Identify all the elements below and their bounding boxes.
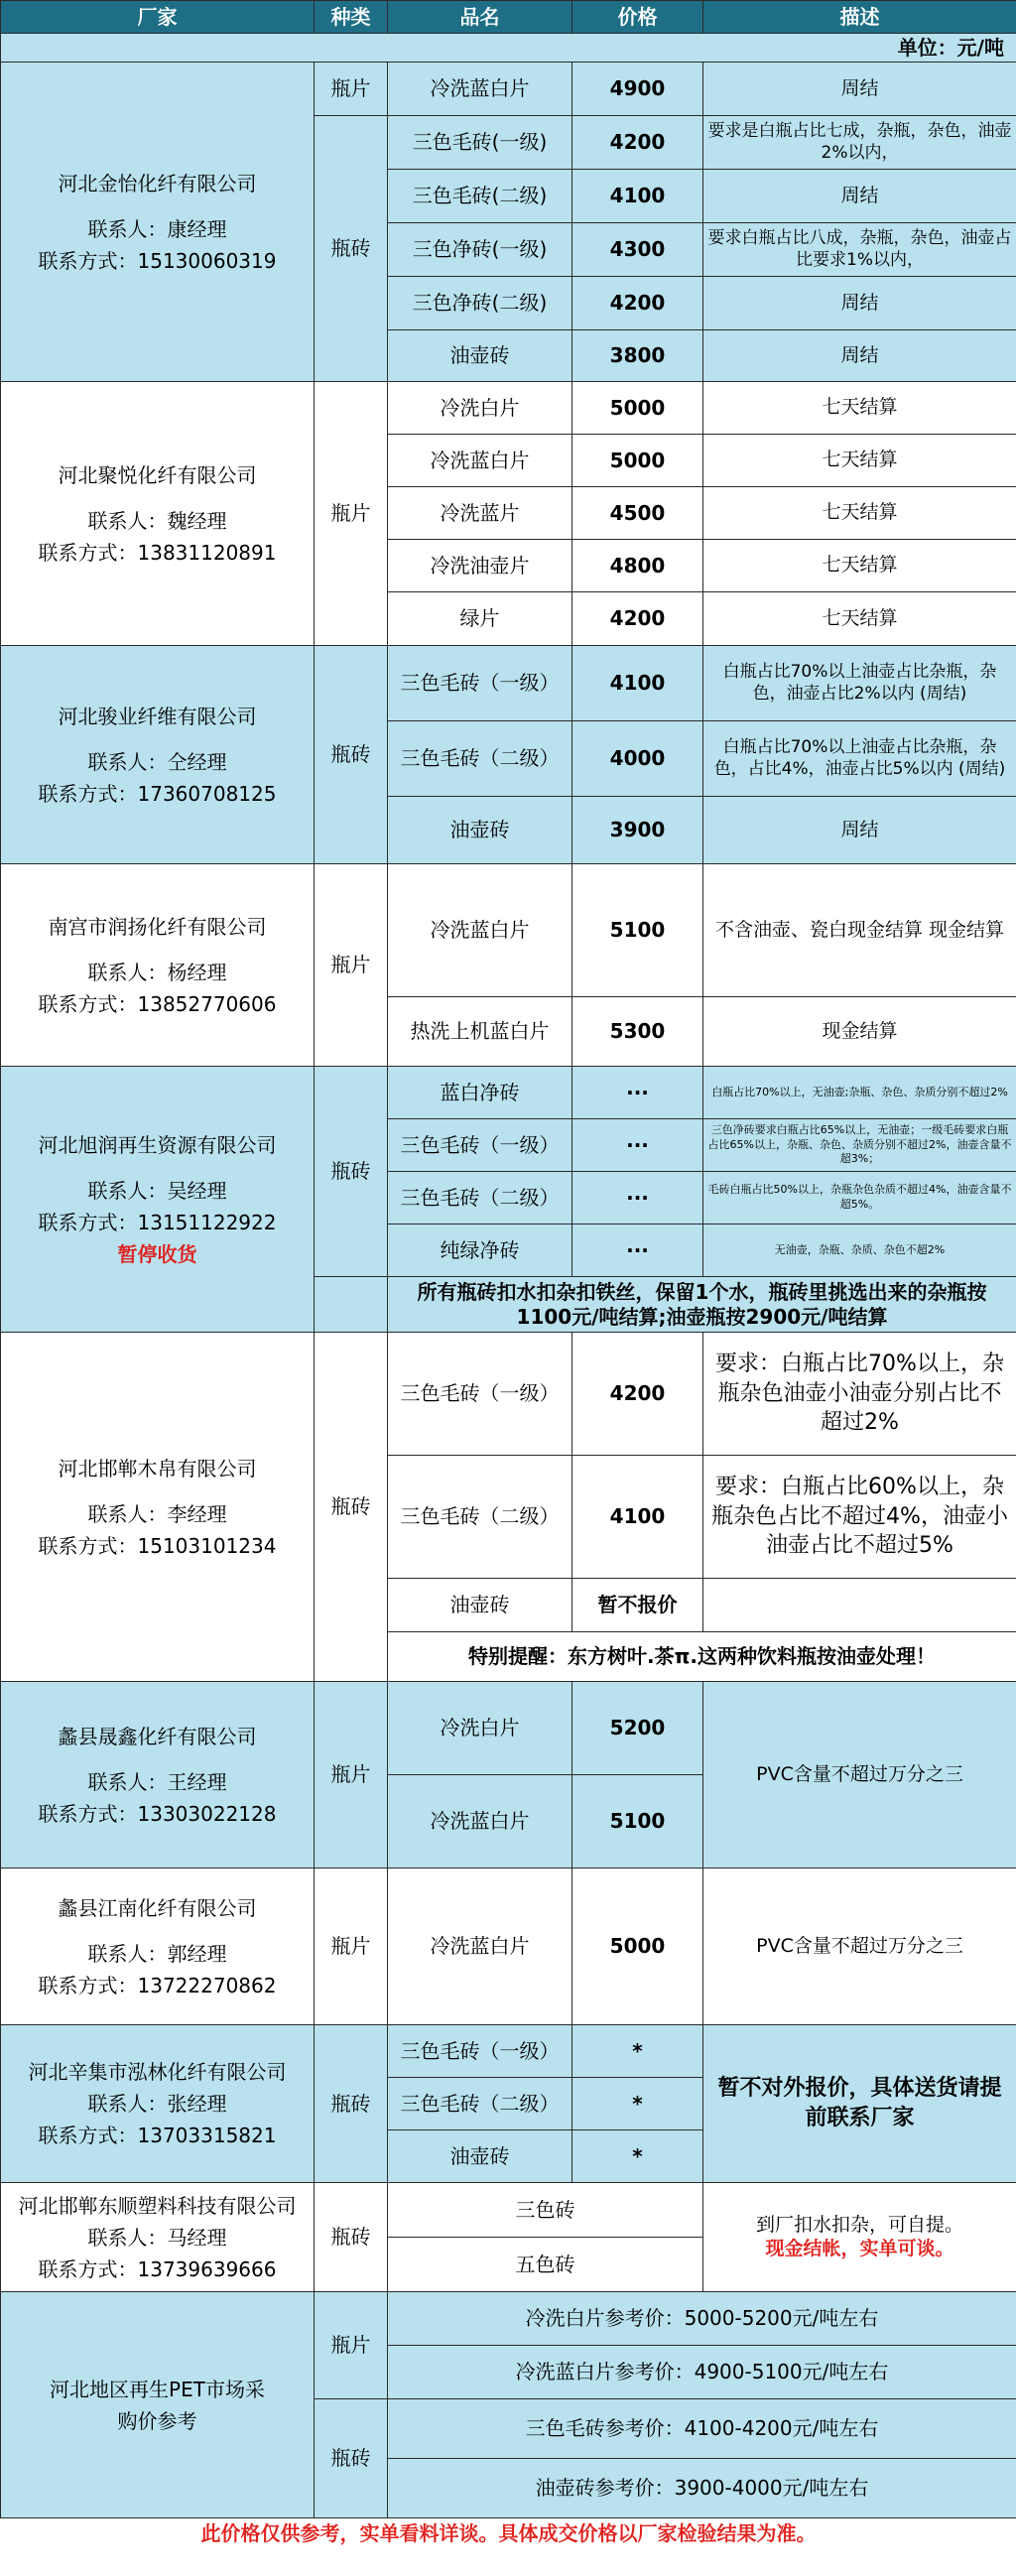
desc-line-red: 现金结帐，实单可谈。 bbox=[765, 2237, 954, 2259]
type-cell: 瓶片 bbox=[315, 382, 388, 646]
product-cell: 三色毛砖（二级） bbox=[388, 2078, 572, 2130]
company-contact: 联系人：康经理 bbox=[87, 216, 227, 241]
company-contact: 联系人：张经理 bbox=[87, 2092, 227, 2116]
company-name: 河北邯郸木帛有限公司 bbox=[58, 1456, 257, 1481]
company-phone: 联系方式：15130060319 bbox=[38, 248, 277, 273]
price-cell: * bbox=[572, 2025, 703, 2078]
product-cell: 冷洗蓝白片 bbox=[388, 63, 572, 116]
price-cell: 4900 bbox=[572, 63, 703, 116]
company-name: 河北骏业纤维有限公司 bbox=[58, 704, 257, 728]
price-cell: 4100 bbox=[572, 646, 703, 721]
unit-row bbox=[1, 34, 1016, 63]
desc-cell: 周结 bbox=[703, 330, 1016, 382]
price-cell: 5000 bbox=[572, 435, 703, 487]
product-cell: 三色毛砖（一级） bbox=[388, 646, 572, 721]
price-cell: 3800 bbox=[572, 330, 703, 382]
price-cell: 4200 bbox=[572, 277, 703, 330]
header-price: 价格 bbox=[572, 1, 703, 34]
desc-cell: 要求：白瓶占比70%以上，杂瓶杂色油壶小油壶分别占比不超过2% bbox=[703, 1333, 1016, 1456]
company-contact: 联系人：郭经理 bbox=[87, 1941, 227, 1966]
company-cell bbox=[1, 2183, 315, 2292]
table-row bbox=[1, 2292, 1016, 2346]
type-cell-empty bbox=[315, 1277, 388, 1333]
product-cell: 三色毛砖（一级） bbox=[388, 2025, 572, 2078]
table-row bbox=[1, 382, 1016, 435]
desc-cell bbox=[703, 2183, 1016, 2292]
note-cell: 所有瓶砖扣水扣杂扣铁丝，保留1个水，瓶砖里挑选出来的杂瓶按1100元/吨结算;油壶瓶按2900元/吨结算 bbox=[388, 1277, 1016, 1333]
company-contact: 联系人：吴经理 bbox=[87, 1178, 227, 1203]
price-cell: 5200 bbox=[572, 1682, 703, 1775]
summary-title: 河北地区再生PET市场采购价参考 bbox=[1, 2292, 315, 2518]
product-cell: 三色净砖(一级) bbox=[388, 223, 572, 277]
product-cell: 冷洗白片 bbox=[388, 382, 572, 435]
company-name: 蠡县晟鑫化纤有限公司 bbox=[58, 1724, 257, 1748]
company-cell bbox=[1, 1868, 315, 2025]
type-cell: 瓶砖 bbox=[315, 2183, 388, 2292]
product-cell: 冷洗蓝白片 bbox=[388, 1868, 572, 2025]
company-cell bbox=[1, 382, 315, 646]
desc-line: 到厂扣水扣杂，可自提。 bbox=[755, 2213, 963, 2236]
product-cell: 三色净砖(二级) bbox=[388, 277, 572, 330]
header-factory: 厂家 bbox=[1, 1, 315, 34]
company-phone: 联系方式：17360708125 bbox=[38, 781, 277, 806]
company-phone: 联系方式：13722270862 bbox=[38, 1973, 277, 1997]
table-row bbox=[1, 1682, 1016, 1775]
product-cell: 油壶砖 bbox=[388, 2130, 572, 2183]
company-name: 河北旭润再生资源有限公司 bbox=[38, 1132, 277, 1157]
company-name: 河北辛集市泓林化纤有限公司 bbox=[28, 2060, 287, 2084]
desc-cell: 要求是白瓶占比七成，杂瓶，杂色，油壶2%以内， bbox=[703, 116, 1016, 170]
product-cell: 三色砖 bbox=[388, 2183, 703, 2238]
desc-cell: 周结 bbox=[703, 797, 1016, 864]
desc-cell: 暂不对外报价，具体送货请提前联系厂家 bbox=[703, 2025, 1016, 2183]
desc-cell: 白瓶占比70%以上油壶占比杂瓶，杂色，占比4%，油壶占比5%以内 (周结) bbox=[703, 721, 1016, 797]
desc-cell: 七天结算 bbox=[703, 435, 1016, 487]
desc-cell: 三色净砖要求白瓶占比65%以上，无油壶；一级毛砖要求白瓶占比65%以上，杂瓶、杂色、杂质分别不超过2%，油壶含量不超3%； bbox=[703, 1119, 1016, 1172]
type-cell: 瓶片 bbox=[315, 2292, 388, 2399]
type-cell: 瓶片 bbox=[315, 1682, 388, 1868]
company-phone: 联系方式：15103101234 bbox=[38, 1533, 277, 1558]
company-phone: 联系方式：13739639666 bbox=[38, 2256, 277, 2281]
company-contact: 联系人：马经理 bbox=[87, 2225, 227, 2250]
product-cell: 冷洗油壶片 bbox=[388, 540, 572, 592]
price-cell: 4000 bbox=[572, 721, 703, 797]
price-cell: 4300 bbox=[572, 223, 703, 277]
table-row bbox=[1, 1067, 1016, 1119]
price-cell: ··· bbox=[572, 1172, 703, 1224]
type-cell: 瓶片 bbox=[315, 63, 388, 116]
company-name: 河北邯郸东顺塑料科技有限公司 bbox=[18, 2193, 297, 2218]
product-cell: 油壶砖 bbox=[388, 330, 572, 382]
product-cell: 绿片 bbox=[388, 592, 572, 646]
type-cell: 瓶砖 bbox=[315, 2399, 388, 2518]
product-cell: 冷洗蓝白片 bbox=[388, 864, 572, 997]
company-phone: 联系方式：13303022128 bbox=[38, 1801, 277, 1826]
price-cell: 4200 bbox=[572, 1333, 703, 1456]
desc-cell: 七天结算 bbox=[703, 487, 1016, 540]
summary-line: 冷洗蓝白片参考价：4900-5100元/吨左右 bbox=[388, 2346, 1016, 2399]
product-cell: 三色毛砖（二级） bbox=[388, 1456, 572, 1579]
product-cell: 油壶砖 bbox=[388, 1579, 572, 1632]
product-cell: 三色毛砖（二级） bbox=[388, 1172, 572, 1224]
summary-line: 冷洗白片参考价：5000-5200元/吨左右 bbox=[388, 2292, 1016, 2346]
price-cell: 4100 bbox=[572, 1456, 703, 1579]
table-row bbox=[1, 2183, 1016, 2238]
product-cell: 三色毛砖(一级) bbox=[388, 116, 572, 170]
desc-cell: 七天结算 bbox=[703, 382, 1016, 435]
company-contact: 联系人：王经理 bbox=[87, 1769, 227, 1794]
desc-cell: 周结 bbox=[703, 170, 1016, 223]
desc-cell: 七天结算 bbox=[703, 540, 1016, 592]
company-cell bbox=[1, 646, 315, 864]
desc-cell: 白瓶占比70%以上，无油壶;杂瓶、杂色、杂质分别不超过2% bbox=[703, 1067, 1016, 1119]
company-name: 河北聚悦化纤有限公司 bbox=[58, 462, 257, 487]
desc-cell: 七天结算 bbox=[703, 592, 1016, 646]
desc-cell: 周结 bbox=[703, 277, 1016, 330]
table-row bbox=[1, 646, 1016, 721]
desc-cell: 要求：白瓶占比60%以上，杂瓶杂色占比不超过4%，油壶小油壶占比不超过5% bbox=[703, 1456, 1016, 1579]
company-phone: 联系方式：13703315821 bbox=[38, 2124, 277, 2147]
product-cell: 三色毛砖（一级） bbox=[388, 1119, 572, 1172]
header-product: 品名 bbox=[388, 1, 572, 34]
company-cell bbox=[1, 1067, 315, 1333]
table-row bbox=[1, 1868, 1016, 2025]
company-phone: 联系方式：13831120891 bbox=[38, 540, 277, 565]
type-cell: 瓶砖 bbox=[315, 2025, 388, 2183]
desc-cell: 现金结算 bbox=[703, 997, 1016, 1067]
product-cell: 冷洗白片 bbox=[388, 1682, 572, 1775]
product-cell: 三色毛砖(二级) bbox=[388, 170, 572, 223]
summary-line: 三色毛砖参考价：4100-4200元/吨左右 bbox=[388, 2399, 1016, 2459]
price-cell: 4500 bbox=[572, 487, 703, 540]
desc-cell: PVC含量不超过万分之三 bbox=[703, 1868, 1016, 2025]
company-phone: 联系方式：13151122922 bbox=[38, 1210, 277, 1234]
desc-cell: 毛砖白瓶占比50%以上，杂瓶杂色杂质不超过4%，油壶含量不超5%。 bbox=[703, 1172, 1016, 1224]
desc-cell bbox=[703, 1579, 1016, 1632]
product-cell: 蓝白净砖 bbox=[388, 1067, 572, 1119]
company-contact: 联系人：杨经理 bbox=[87, 960, 227, 984]
table-row bbox=[1, 864, 1016, 997]
desc-cell: 无油壶，杂瓶、杂质、杂色不超2% bbox=[703, 1224, 1016, 1277]
status-badge: 暂停收货 bbox=[117, 1241, 197, 1266]
price-cell: * bbox=[572, 2078, 703, 2130]
table-header bbox=[1, 1, 1016, 34]
company-name: 蠡县江南化纤有限公司 bbox=[58, 1895, 257, 1920]
company-cell bbox=[1, 1333, 315, 1682]
price-cell: 5000 bbox=[572, 1868, 703, 2025]
type-cell: 瓶片 bbox=[315, 1868, 388, 2025]
table-row bbox=[1, 1333, 1016, 1456]
desc-cell: 周结 bbox=[703, 63, 1016, 116]
unit-label: 单位：元/吨 bbox=[1, 34, 1016, 63]
header-type: 种类 bbox=[315, 1, 388, 34]
desc-cell: PVC含量不超过万分之三 bbox=[703, 1682, 1016, 1868]
price-cell: 5300 bbox=[572, 997, 703, 1067]
price-cell: 3900 bbox=[572, 797, 703, 864]
price-cell: 暂不报价 bbox=[572, 1579, 703, 1632]
product-cell: 五色砖 bbox=[388, 2238, 703, 2292]
company-cell bbox=[1, 864, 315, 1067]
product-cell: 冷洗蓝白片 bbox=[388, 1775, 572, 1868]
table-row bbox=[1, 63, 1016, 116]
company-contact: 联系人：李经理 bbox=[87, 1501, 227, 1526]
company-cell bbox=[1, 1682, 315, 1868]
price-cell: ··· bbox=[572, 1224, 703, 1277]
company-cell bbox=[1, 63, 315, 382]
product-cell: 三色毛砖（二级） bbox=[388, 721, 572, 797]
price-cell: * bbox=[572, 2130, 703, 2183]
header-desc: 描述 bbox=[703, 1, 1016, 34]
price-cell: 5100 bbox=[572, 1775, 703, 1868]
summary-line: 油壶砖参考价：3900-4000元/吨左右 bbox=[388, 2459, 1016, 2518]
type-cell: 瓶片 bbox=[315, 864, 388, 1067]
price-cell: ··· bbox=[572, 1119, 703, 1172]
price-cell: 4200 bbox=[572, 116, 703, 170]
price-cell: 5100 bbox=[572, 864, 703, 997]
price-cell: 4800 bbox=[572, 540, 703, 592]
footer-note: 此价格仅供参考，实单看料详谈。具体成交价格以厂家检验结果为准。 bbox=[1, 2518, 1016, 2549]
type-cell: 瓶砖 bbox=[315, 646, 388, 864]
footer-row bbox=[1, 2518, 1016, 2549]
product-cell: 热洗上机蓝白片 bbox=[388, 997, 572, 1067]
company-cell bbox=[1, 2025, 315, 2183]
table-row bbox=[1, 2025, 1016, 2078]
price-cell: 5000 bbox=[572, 382, 703, 435]
type-cell: 瓶砖 bbox=[315, 1067, 388, 1277]
type-cell: 瓶砖 bbox=[315, 116, 388, 382]
price-cell: 4100 bbox=[572, 170, 703, 223]
company-phone: 联系方式：13852770606 bbox=[38, 991, 277, 1016]
company-contact: 联系人：魏经理 bbox=[87, 508, 227, 533]
product-cell: 三色毛砖（一级） bbox=[388, 1333, 572, 1456]
product-cell: 冷洗蓝白片 bbox=[388, 435, 572, 487]
desc-cell: 不含油壶、瓷白现金结算 现金结算 bbox=[703, 864, 1016, 997]
company-contact: 联系人：仝经理 bbox=[87, 749, 227, 774]
product-cell: 冷洗蓝片 bbox=[388, 487, 572, 540]
price-cell: ··· bbox=[572, 1067, 703, 1119]
product-cell: 纯绿净砖 bbox=[388, 1224, 572, 1277]
desc-cell: 要求白瓶占比八成，杂瓶，杂色，油壶占比要求1%以内， bbox=[703, 223, 1016, 277]
note-cell: 特别提醒：东方树叶.茶π.这两种饮料瓶按油壶处理！ bbox=[388, 1632, 1016, 1682]
type-cell: 瓶砖 bbox=[315, 1333, 388, 1682]
company-name: 河北金怡化纤有限公司 bbox=[58, 171, 257, 195]
company-name: 南宫市润扬化纤有限公司 bbox=[48, 914, 267, 939]
product-cell: 油壶砖 bbox=[388, 797, 572, 864]
desc-cell: 白瓶占比70%以上油壶占比杂瓶，杂色，油壶占比2%以内 (周结) bbox=[703, 646, 1016, 721]
price-cell: 4200 bbox=[572, 592, 703, 646]
